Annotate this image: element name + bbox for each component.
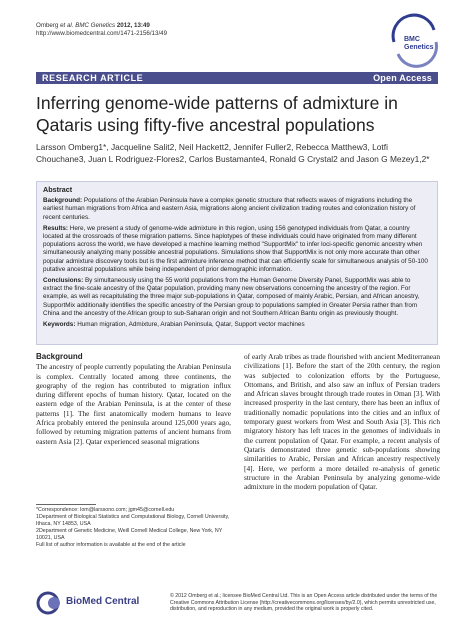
footnote-divider [36, 504, 96, 505]
affiliation-2: 2Department of Genetic Medicine, Weill Cornell Medical College, New York, NY 10021, USA [36, 527, 223, 541]
body-text-left: The ancestry of people currently populating the Arabian Peninsula is complex. Centrally located among three continents, the geography of the region has contributed to migration influx during different epochs of human history. Qatar, located on the eastern edge of the Arabian Peninsula, is at the center of these patterns [1]. The first anatomically modern humans to leave Africa probably entered the peninsula around 125,000 years ago, followed by returning migration patterns of ancient humans from eastern Asia [2]. Qatar experienced seasonal migrations [36, 362, 231, 446]
section-heading-background: Background [36, 352, 83, 361]
article-url[interactable]: http://www.biomedcentral.com/1471-2156/13/49 [36, 30, 168, 37]
background-label: Background: [43, 197, 83, 205]
results-text: Here, we present a study of genome-wide admixture in this region, using 156 genotyped individuals from Qatar, a country located at the crossroads of these migration patterns. Since haplotypes of these individuals could have originated from many different populations across the world, we have developed a machine learning method "SupportMix" to infer loci-specific genomic ancestry when simultaneously analyzing many possible ancestral populations. Simulations show that SupportMix is not only more accurate than other popular admixture discovery tools but is the first admixture inference method that can efficiently scale for simultaneous analysis of 50-100 putative ancestral populations while being independent of prior demographic information. [43, 224, 428, 273]
keywords-label: Keywords: [43, 321, 76, 329]
article-type: RESEARCH ARTICLE [42, 73, 144, 83]
conclusions-label: Conclusions: [43, 277, 84, 285]
abstract-heading: Abstract [43, 185, 73, 194]
abstract-conclusions [43, 277, 431, 318]
abstract-results [43, 225, 431, 274]
footnotes [36, 507, 231, 548]
citation-authors: Omberg [36, 22, 61, 29]
keywords-text: Human migration, Admixture, Arabian Peninsula, Qatar, Support vector machines [75, 321, 305, 329]
article-type-banner [36, 72, 438, 84]
license-text: © 2012 Omberg et al.; licensee BioMed Central Ltd. This is an Open Access article distributed under the terms of the Creative Commons Attribution License (http://creativecommons.org/licenses/by/2.0), which permits unrestricted use, distribution, and reproduction in any medium, provided the original work is properly cited. [170, 593, 438, 613]
citation-journal: et al. BMC Genetics [60, 22, 116, 29]
body-column-right: of early Arab tribes as trade flourished with ancient Mediterranean civilizations [1]. Before the start of the 20th century, the region was subjected to colonization efforts by the Portuguese, Ottomans, and British, and also saw an influx of Persian traders and African slaves brought through trade routes in Oman [3]. With increased prosperity in the last century, there has been an influx of traditionally nomadic populations into the cities and an influx of temporary guest workers from West and South Asia [3]. This rich migratory history has left traces in the genomes of individuals in the current population of Qatar. For example, a recent analysis of Qataris demonstrated three genetic sub-populations showing similarities to Arabic, Persian and African ancestry respectively [4]. Here, we perform a more detailed re-analysis of genetic structure in the Arabian Peninsula by analyzing genome-wide admixture in the modern population of Qatar. [244, 352, 440, 492]
background-text: Populations of the Arabian Peninsula have a complex genetic structure that reflects waves of migrations including the earliest human migrations from Africa and eastern Asia, migrations along ancient civilization trading routes and colonization history of recent centuries. [43, 197, 416, 221]
correspondence-note: *Correspondence: lom@larssono.com; jgm45@cornell.edu [36, 507, 175, 513]
abstract-keywords [43, 321, 431, 329]
publisher-name: BioMed Central [66, 596, 140, 607]
conclusions-text: By simultaneously using the 55 world populations from the Human Genome Diversity Panel, SupportMix was able to extract the fine-scale ancestry of the Qatar population, providing many new observations concerning the ancestry of the region. For example, as well as recapitulating the three major sub-populations in Qatar, composed of mainly Arabic, Persian, and African ancestry, SupportMix additionally identifies the specific ancestry of the Persian group to populations sampled in Greater Persia rather than from China and the ancestry of the African group to sub-Saharan origin and not Southern African Bantu origin as previously thought. [43, 277, 420, 317]
biomed-central-logo [36, 590, 146, 616]
author-list: Larsson Omberg1*, Jacqueline Salit2, Neil Hackett2, Jennifer Fuller2, Rebecca Matthew3, Lotfi Chouchane3, Juan L Rodriguez-Flores2, Carlos Bustamante4, Ronald G Crystal2 and Jason G Mezey1,2* [36, 142, 430, 164]
affiliation-1: 1Department of Biological Statistics and Computational Biology, Cornell University, Ithaca, NY 14853, USA [36, 513, 230, 527]
logo-line1: BMC [404, 36, 420, 43]
article-title: Inferring genome-wide patterns of admixture in Qataris using fifty-five ancestral populations [36, 93, 398, 135]
citation-volume: 2012, 13:49 [115, 22, 150, 29]
author-info-note: Full list of author information is available at the end of the article [36, 541, 186, 548]
abstract-box [36, 181, 438, 345]
bmc-genetics-logo [384, 12, 444, 68]
biomed-central-icon [36, 590, 64, 616]
results-label: Results: [43, 224, 69, 232]
logo-line2: Genetics [404, 44, 434, 51]
open-access-label: Open Access [373, 73, 432, 83]
abstract-background [43, 197, 431, 222]
body-column-left [36, 352, 231, 446]
journal-citation [36, 22, 167, 38]
